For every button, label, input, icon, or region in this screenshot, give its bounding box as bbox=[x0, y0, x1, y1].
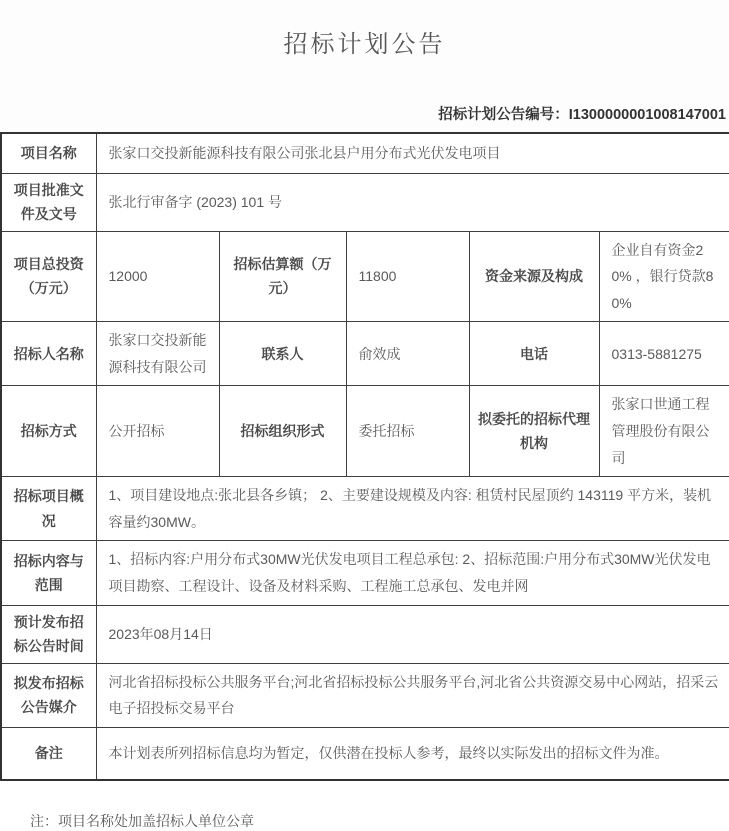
organization-form-value: 委托招标 bbox=[346, 386, 469, 477]
row-announce-media bbox=[1, 663, 729, 727]
tender-method-value: 公开招标 bbox=[96, 386, 219, 477]
estimate-amount-value: 11800 bbox=[346, 231, 469, 322]
announce-media-value: 河北省招标投标公共服务平台;河北省招标投标公共服务平台,河北省公共资源交易中心网站，招采云电子招投标交易平台 bbox=[96, 663, 729, 727]
phone-value: 0313-5881275 bbox=[599, 322, 729, 386]
approval-doc-label: 项目批准文件及文号 bbox=[1, 173, 96, 231]
page-title: 招标计划公告 bbox=[283, 31, 446, 58]
row-approval-doc bbox=[1, 173, 729, 231]
tender-scope-label: 招标内容与范围 bbox=[1, 541, 96, 605]
row-investment bbox=[1, 231, 729, 322]
contact-person-label: 联系人 bbox=[219, 322, 346, 386]
total-investment-label: 项目总投资（万元） bbox=[1, 231, 96, 322]
remarks-value: 本计划表所列招标信息均为暂定，仅供潜在投标人参考，最终以实际发出的招标文件为准。 bbox=[96, 727, 729, 780]
contact-person-value: 俞效成 bbox=[346, 322, 469, 386]
row-tender-method bbox=[1, 386, 729, 477]
announce-date-label: 预计发布招标公告时间 bbox=[1, 605, 96, 663]
tender-method-label: 招标方式 bbox=[1, 386, 96, 477]
row-overview bbox=[1, 477, 729, 541]
agency-label: 拟委托的招标代理机构 bbox=[469, 386, 599, 477]
tenderer-name-label: 招标人名称 bbox=[1, 322, 96, 386]
announce-date-value: 2023年08月14日 bbox=[96, 605, 729, 663]
phone-label: 电话 bbox=[469, 322, 599, 386]
row-content-scope bbox=[1, 541, 729, 605]
row-tenderer bbox=[1, 322, 729, 386]
notice-number: 招标计划公告编号：I1300000001008147001 bbox=[438, 107, 726, 123]
project-name-label: 项目名称 bbox=[1, 133, 96, 173]
project-overview-value: 1、项目建设地点:张北县各乡镇； 2、主要建设规模及内容: 租赁村民屋顶约 143119 平方米，装机容量约30MW。 bbox=[96, 477, 729, 541]
remarks-label: 备注 bbox=[1, 727, 96, 780]
organization-form-label: 招标组织形式 bbox=[219, 386, 346, 477]
row-project-name bbox=[1, 133, 729, 173]
row-announce-time bbox=[1, 605, 729, 663]
estimate-amount-label: 招标估算额（万元） bbox=[219, 231, 346, 322]
project-overview-label: 招标项目概况 bbox=[1, 477, 96, 541]
tenderer-name-value: 张家口交投新能源科技有限公司 bbox=[96, 322, 219, 386]
tender-scope-value: 1、招标内容:户用分布式30MW光伏发电项目工程总承包: 2、招标范围:户用分布式30MW光伏发电项目勘察、工程设计、设备及材料采购、工程施工总承包、发电并网 bbox=[96, 541, 729, 605]
funding-source-value: 企业自有资金20% ，银行贷款80% bbox=[599, 231, 729, 322]
footer-note: 注：项目名称处加盖招标人单位公章 bbox=[30, 813, 254, 830]
row-remarks bbox=[1, 727, 729, 780]
agency-value: 张家口世通工程管理股份有限公司 bbox=[599, 386, 729, 477]
project-name-value: 张家口交投新能源科技有限公司张北县户用分布式光伏发电项目 bbox=[96, 133, 729, 173]
approval-doc-value: 张北行审备字 (2023) 101 号 bbox=[96, 173, 729, 231]
tender-plan-table bbox=[0, 132, 729, 781]
total-investment-value: 12000 bbox=[96, 231, 219, 322]
announce-media-label: 拟发布招标公告媒介 bbox=[1, 663, 96, 727]
funding-source-label: 资金来源及构成 bbox=[469, 231, 599, 322]
